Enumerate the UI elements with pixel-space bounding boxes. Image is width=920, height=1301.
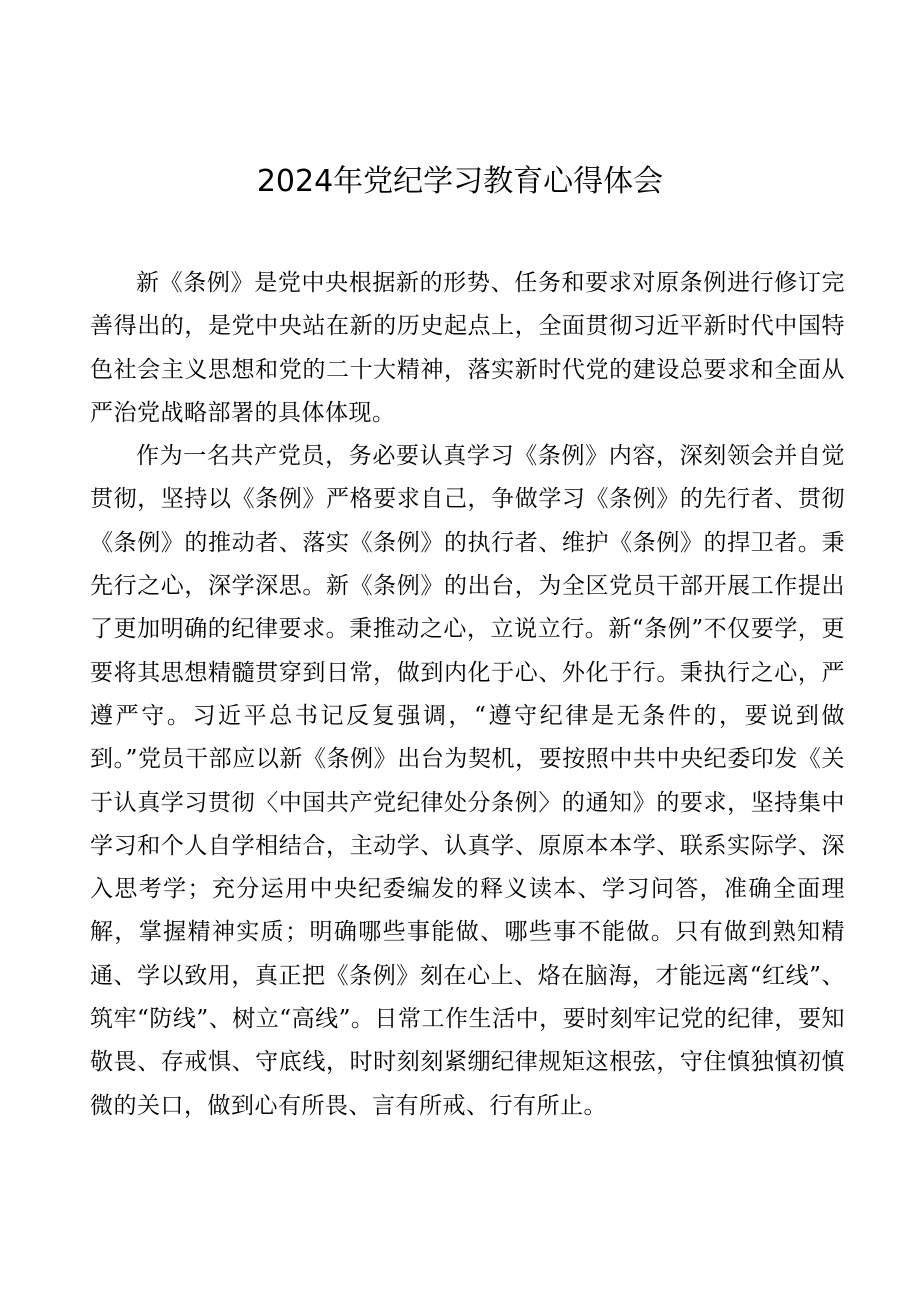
document-title: 2024年党纪学习教育心得体会: [256, 164, 664, 199]
paragraph-2: 作为一名共产党员，务必要认真学习《条例》内容，深刻领会并自觉贯彻，坚持以《条例》严格要求自己，争做学习《条例》的先行者、贯彻《条例》的推动者、落实《条例》的执行者、维护《条例》的捍卫者。秉先行之心，深学深思。新《条例》的出台，为全区党员干部开展工作提出了更加明确的纪律要求。秉推动之心，立说立行。新“条例”不仅要学，更要将其思想精髓贯穿到日常，做到内化于心、外化于行。秉执行之心，严遵严守。习近平总书记反复强调，“遵守纪律是无条件的，要说到做到。”党员干部应以新《条例》出台为契机，要按照中共中央纪委印发《关于认真学习贯彻〈中国共产党纪律处分条例〉的通知》的要求，坚持集中学习和个人自学相结合，主动学、认真学、原原本本学、联系实际学、深入思考学；充分运用中央纪委编发的释义读本、学习问答，准确全面理解，掌握精神实质；明确哪些事能做、哪些事不能做。只有做到熟知精通、学以致用，真正把《条例》刻在心上、烙在脑海，才能远离“红线”、筑牢“防线”、树立“高线”。日常工作生活中，要时刻牢记党的纪律，要知敬畏、存戒惧、守底线，时时刻刻紧绷纪律规矩这根弦，守住慎独慎初慎微的关口，做到心有所畏、言有所戒、行有所止。: [90, 443, 845, 1119]
paragraph-1: 新《条例》是党中央根据新的形势、任务和要求对原条例进行修订完善得出的，是党中央站在新的历史起点上，全面贯彻习近平新时代中国特色社会主义思想和党的二十大精神，落实新时代党的建设总要求和全面从严治党战略部署的具体体现。: [90, 270, 845, 426]
document-body: [90, 262, 845, 1128]
